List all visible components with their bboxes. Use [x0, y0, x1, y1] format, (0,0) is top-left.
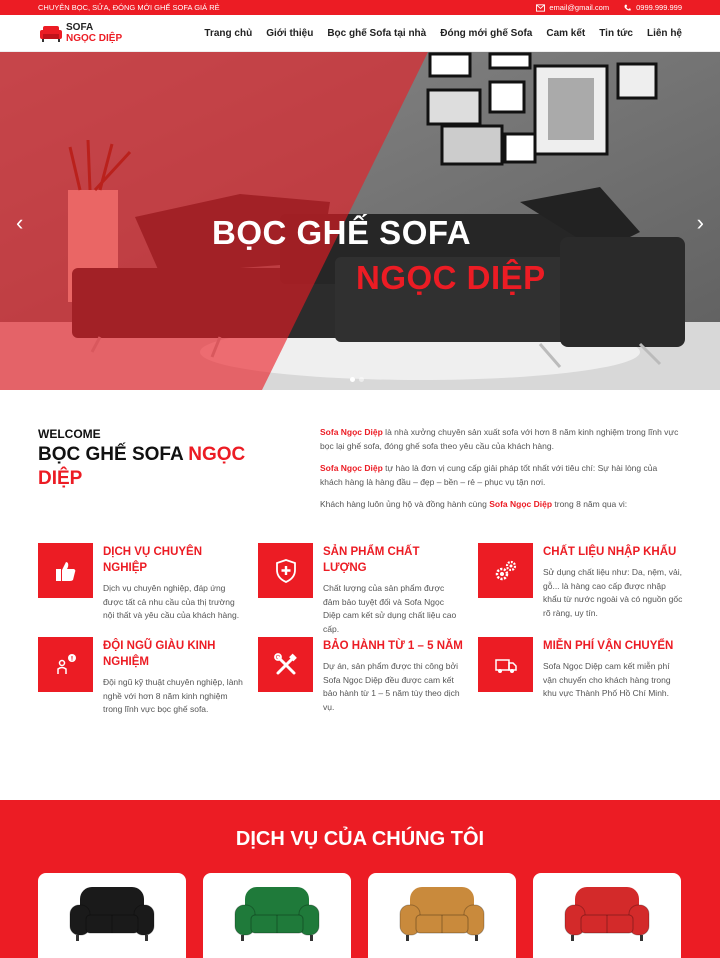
menu-item-home[interactable]: Trang chủ: [204, 27, 253, 39]
phone-link[interactable]: [623, 3, 682, 12]
menu-item-commitment[interactable]: Cam kết: [546, 27, 586, 39]
intro-text-3-tail: trong 8 năm qua vi:: [552, 499, 628, 509]
email-link[interactable]: [536, 3, 609, 12]
welcome-kicker: WELCOME: [38, 427, 101, 441]
feature-title: BẢO HÀNH TỪ 1 – 5 NĂM: [323, 640, 463, 652]
mail-icon: [536, 4, 545, 12]
hero-slider: [0, 52, 720, 390]
feature-title: DỊCH VỤ CHUYÊN NGHIỆP: [103, 546, 203, 574]
intro-text-3: Khách hàng luôn ủng hộ và đồng hành cùng: [320, 499, 490, 509]
menu-item-upholstery[interactable]: Bọc ghế Sofa tại nhà: [327, 27, 427, 39]
intro-paragraph: [320, 426, 682, 453]
main-header: [0, 15, 720, 52]
slider-dot[interactable]: [359, 377, 364, 382]
feature-desc: Dự án, sản phẩm được thi công bởi Sofa Ngọc Diệp đều được cam kết bảo hành từ 1 – 5 năm tùy theo dịch vụ.: [323, 661, 460, 712]
feature-title: ĐỘI NGŨ GIÀU KINH NGHIỆM: [103, 640, 216, 668]
feature-item: [38, 543, 243, 623]
feature-title: SẢN PHẨM CHẤT LƯỢNG: [323, 546, 420, 574]
service-card[interactable]: [203, 873, 351, 958]
slider-dot[interactable]: [350, 377, 355, 382]
menu-item-about[interactable]: Giới thiệu: [266, 27, 314, 39]
main-menu: [204, 28, 682, 39]
service-card[interactable]: [533, 873, 681, 958]
intro-paragraph: [320, 498, 682, 512]
feature-desc: Sử dụng chất liệu như: Da, nệm, vải, gỗ... là hàng cao cấp được nhập khẩu từ nước ngoài và có nguồn gốc rõ ràng, uy tín.: [543, 567, 683, 618]
feature-item: [38, 637, 243, 717]
team-info-icon: [38, 637, 93, 692]
services-title: DỊCH VỤ CỦA CHÚNG TÔI: [235, 828, 485, 850]
gears-icon: [478, 543, 533, 598]
svg-text:!: !: [70, 655, 73, 662]
feature-title: CHẤT LIỆU NHẬP KHẨU: [543, 546, 677, 558]
menu-item-news[interactable]: Tin tức: [599, 27, 633, 39]
intro-paragraph: [320, 462, 682, 489]
intro-text-2: tự hào là đơn vị cung cấp giải pháp tốt nhất với tiêu chí: Sự hài lòng của khách hàng là hàng đầu – đẹp – bền – rẻ – phục vụ tận nơi.: [320, 463, 658, 487]
intro-text-1: là nhà xưởng chuyên sản xuất sofa với hơn 8 năm kinh nghiệm trong lĩnh vực bọc lại ghế sofa, đóng ghế sofa theo yêu cầu của khách hàng.: [320, 427, 679, 451]
welcome-title-a: BỌC GHẾ SOFA: [38, 444, 189, 465]
tools-icon: [258, 637, 313, 692]
feature-desc: Dịch vụ chuyên nghiệp, đáp ứng được tất cả nhu cầu của thị trường nội thất và yêu cầu của khách hàng.: [103, 583, 240, 620]
phone-icon: [623, 4, 632, 12]
shield-plus-icon: [258, 543, 313, 598]
sofa-image: [227, 879, 327, 949]
welcome-title: [38, 443, 278, 491]
sofa-logo-icon: [40, 24, 62, 42]
thumbs-up-icon: [38, 543, 93, 598]
logo-line-1: SOFA: [66, 22, 94, 33]
feature-item: [258, 637, 463, 714]
sofa-image: [392, 879, 492, 949]
brand-highlight: Sofa Ngọc Diệp: [320, 427, 383, 437]
intro-text: [320, 426, 682, 521]
services-section: [0, 800, 720, 958]
hero-heading-line-1: BỌC GHẾ SOFA: [212, 214, 472, 251]
service-cards: [38, 873, 681, 958]
feature-title: MIỄN PHÍ VẬN CHUYỂN: [543, 640, 674, 652]
menu-item-contact[interactable]: Liên hệ: [646, 27, 682, 39]
welcome-title-b: NGỌC DIỆP: [38, 444, 246, 489]
tagline: CHUYÊN BỌC, SỬA, ĐÓNG MỚI GHẾ SOFA GIÁ RẺ: [38, 3, 220, 12]
feature-desc: Chất lượng của sản phẩm được đảm bảo tuyệt đối và Sofa Ngọc Diệp cam kết sử dụng chất liệu cao cấp.: [323, 583, 457, 634]
logo-line-2: NGỌC DIỆP: [66, 33, 123, 44]
slider-prev-icon[interactable]: ‹: [16, 210, 24, 235]
phone-text: 0999.999.999: [636, 3, 682, 12]
hero-heading-line-2: NGỌC DIỆP: [356, 259, 546, 296]
feature-item: [258, 543, 463, 636]
delivery-truck-icon: [478, 637, 533, 692]
top-bar: [0, 0, 720, 15]
slider-next-icon[interactable]: ›: [696, 210, 704, 235]
feature-item: [478, 637, 683, 701]
email-text: email@gmail.com: [549, 3, 610, 12]
brand-highlight: Sofa Ngọc Diệp: [489, 499, 553, 509]
sofa-image: [62, 879, 162, 949]
site-logo[interactable]: [40, 22, 122, 44]
brand-highlight: Sofa Ngọc Diệp: [320, 463, 383, 473]
welcome-block: [38, 427, 278, 491]
feature-desc: Đội ngũ kỹ thuật chuyên nghiệp, lành nghề với hơn 8 năm kinh nghiệm trong lĩnh vực bọc ghế sofa.: [103, 677, 243, 714]
feature-desc: Sofa Ngọc Diệp cam kết miễn phí vận chuyển cho khách hàng trong khu vực Thành Phố Hồ Chí Minh.: [543, 661, 671, 698]
feature-item: [478, 543, 683, 620]
menu-item-new-sofa[interactable]: Đóng mới ghế Sofa: [440, 27, 533, 39]
sofa-image: [557, 879, 657, 949]
slider-dots: [350, 377, 364, 382]
service-card[interactable]: [368, 873, 516, 958]
service-card[interactable]: [38, 873, 186, 958]
